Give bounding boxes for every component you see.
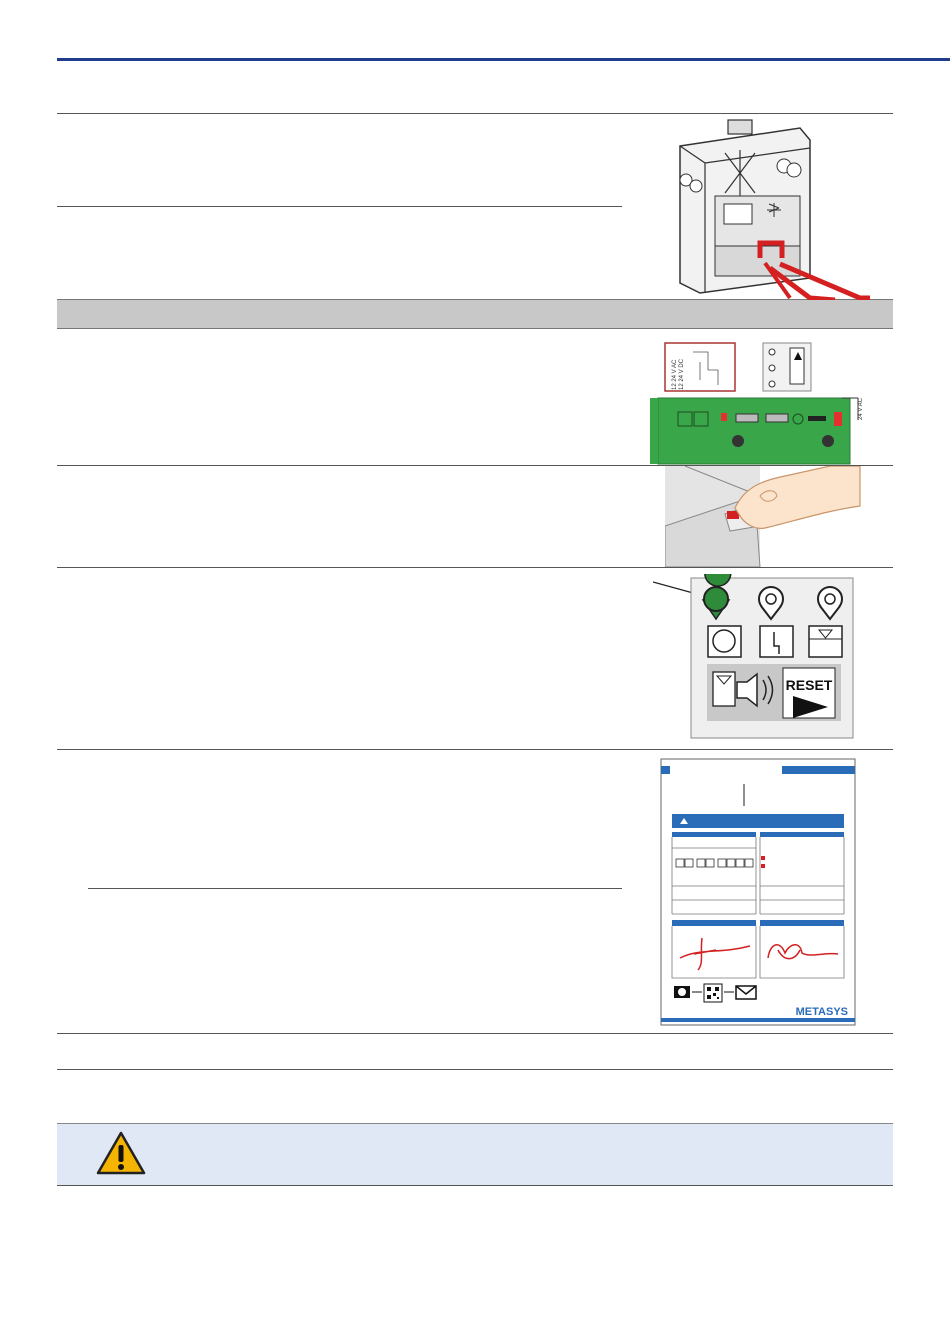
circuit-board-figure xyxy=(648,340,868,466)
supply-label: 24 V AC xyxy=(858,397,864,420)
reset-press-figure xyxy=(665,466,865,567)
row-divider xyxy=(57,749,893,750)
warning-band xyxy=(57,1123,893,1186)
row-divider xyxy=(57,1069,893,1070)
voltage-label-dc: 12 24 V DC xyxy=(679,358,685,390)
warning-triangle-icon xyxy=(95,1130,147,1176)
device-housing-figure xyxy=(660,118,870,300)
reset-label: RESET xyxy=(785,677,833,693)
row-divider xyxy=(57,113,893,114)
brand-logo: METASYS xyxy=(795,1006,848,1018)
row-divider xyxy=(57,1033,893,1034)
row-divider xyxy=(57,567,893,568)
reset-panel-figure xyxy=(653,574,859,742)
row-divider xyxy=(88,888,622,889)
service-form-figure xyxy=(660,758,856,1026)
header-rule xyxy=(57,58,950,61)
voltage-label-ac: 12 24 V AC xyxy=(672,359,678,390)
section-band xyxy=(57,299,893,329)
row-divider xyxy=(57,206,622,207)
